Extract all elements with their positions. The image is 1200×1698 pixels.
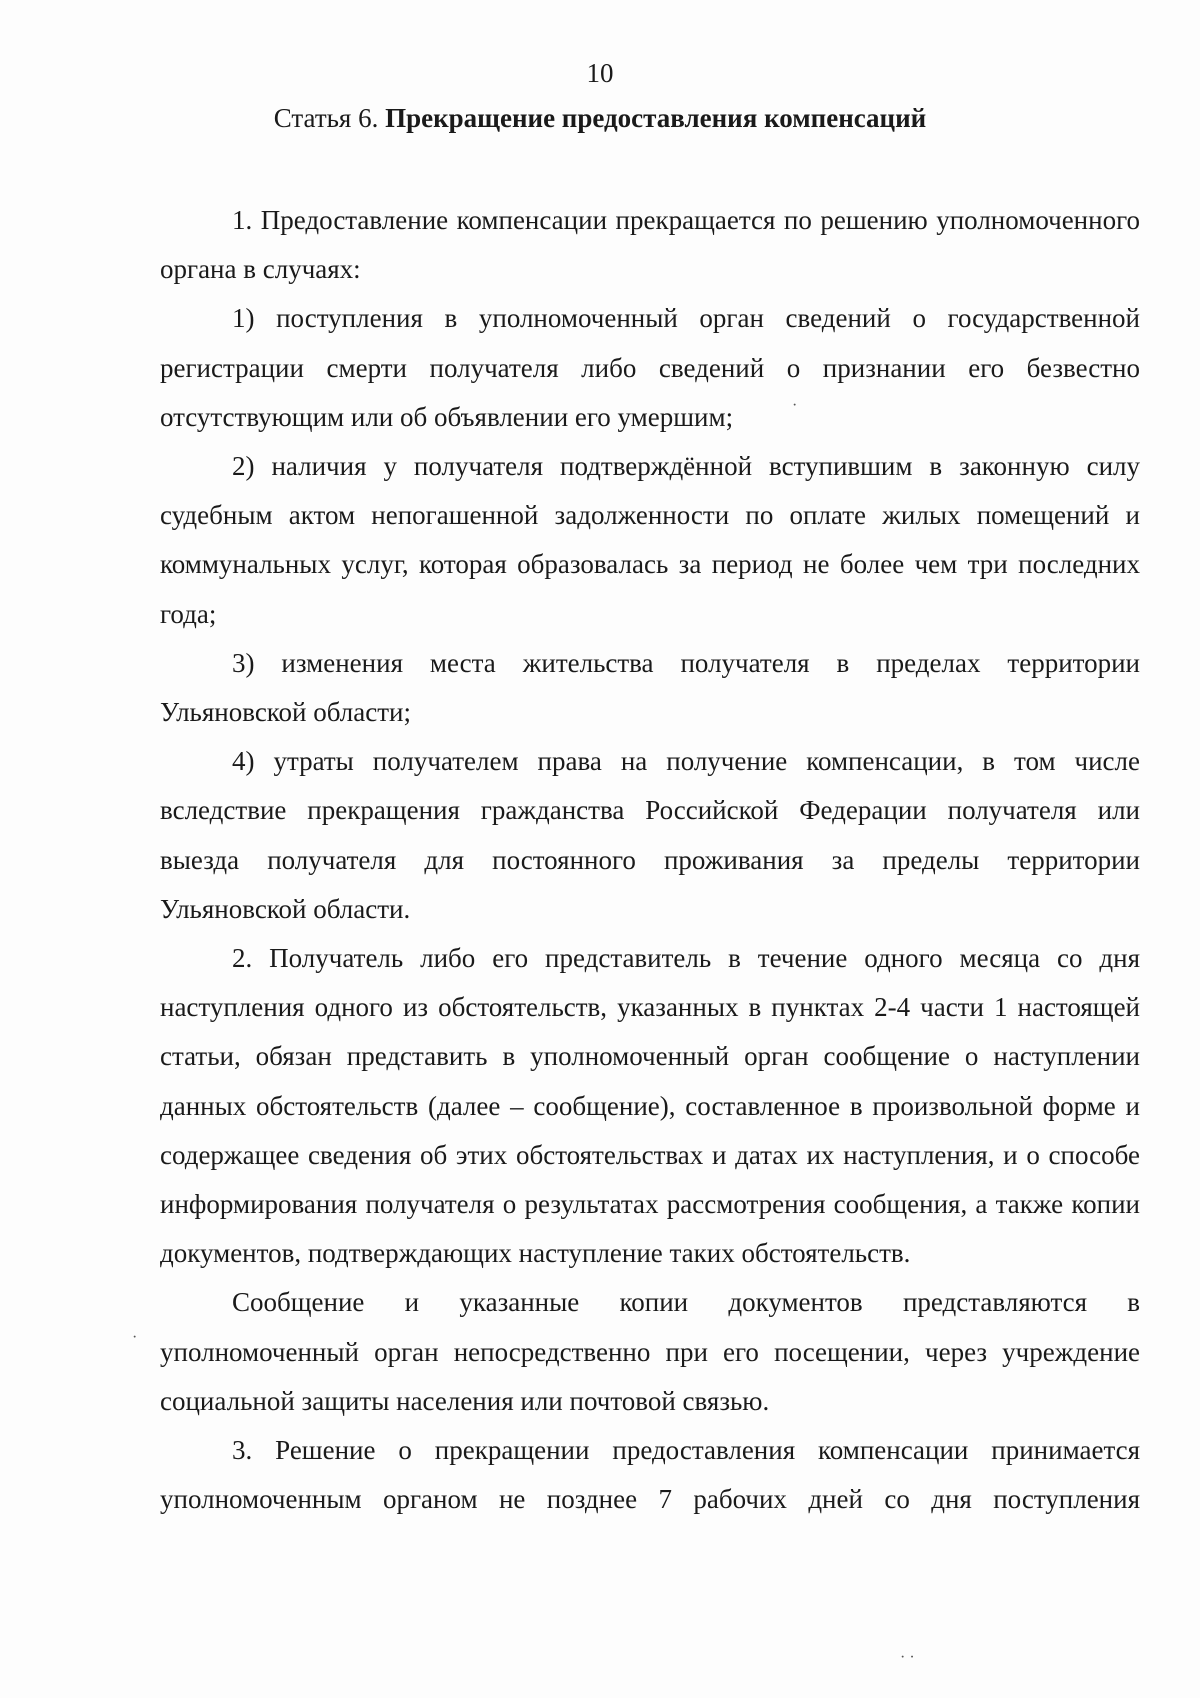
paragraph-part-1-intro: 1. Предоставление компенсации прекращается по решению уполномоченного органа в случаях: [160,205,1140,285]
article-title: Прекращение предоставления компенсаций [385,103,927,133]
scan-speck: · [132,1329,138,1346]
article-label: Статья 6. [273,103,379,133]
article-body [160,196,1140,1524]
paragraph-item-1: 1) поступления в уполномоченный орган сведений о государственной регистрации смерти получателя либо сведений о признании его безвестно отсутствующим или об объявлении его умершим; [160,303,1140,432]
page-number: 10 [586,58,614,88]
paragraph-item-2: 2) наличия у получателя подтверждённой вступившим в законную силу судебным актом непогашенной задолженности по оплате жилых помещений и коммунальных услуг, которая образовалась за период не более чем три последних года; [160,451,1140,629]
scan-speck: · [792,397,798,414]
paragraph-part-3: 3. Решение о прекращении предоставления компенсации принимается уполномоченным органом не позднее 7 рабочих дней со дня поступления [160,1435,1140,1515]
paragraph-item-4: 4) утраты получателем права на получение компенсации, в том числе вследствие прекращения гражданства Российской Федерации получателя или выезда получателя для постоянного проживания за пределы территории Ульяновской области. [160,746,1140,924]
paragraph-item-3: 3) изменения места жительства получателя в пределах территории Ульяновской области; [160,647,1140,728]
paragraph-part-2: 2. Получатель либо его представитель в течение одного месяца со дня наступления одного из обстоятельств, указанных в пунктах 2-4 части 1 настоящей статьи, обязан представить в уполномоченный орган сообщение о наступлении данных обстоятельств (далее – сообщение), составленное в произвольной форме и содержащее сведения об этих обстоятельствах и датах их наступления, и о способе информирования получателя о результатах рассмотрения сообщения, а также копии документов, подтверждающих наступление таких обстоятельств. [160,943,1140,1269]
paragraph-part-2-submission: Сообщение и указанные копии документов представляются в уполномоченный орган непосредственно при его посещении, через учреждение социальной защиты населения или почтовой связью. [160,1287,1140,1416]
scan-speck: · · [900,1649,915,1666]
article-heading [0,101,1200,135]
